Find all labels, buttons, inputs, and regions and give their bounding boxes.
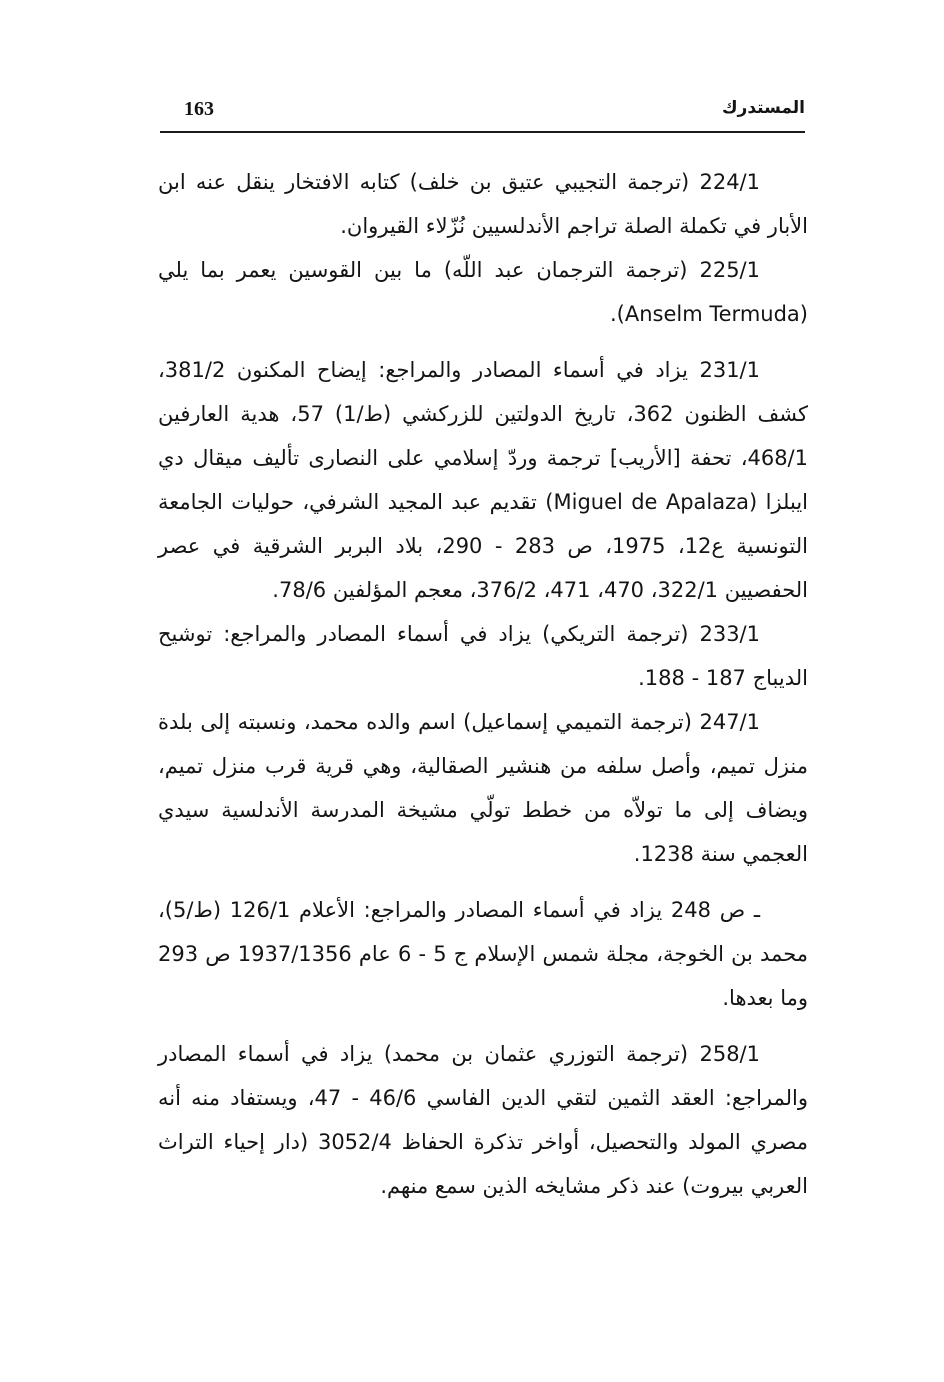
entry-231: 231/1 يزاد في أسماء المصادر والمراجع: إيضاح المكنون 381/2، كشف الظنون 362، تاريخ الدولتين للزركشي (ط/1) 57، هدية العارفين 468/1، تحفة [الأريب] ترجمة وردّ إسلامي على النصارى تأليف ميقال دي ايبلزا (Miguel de Apalaza) تقديم عبد المجيد الشرفي، حوليات الجامعة التونسية ع12، 1975، ص 283 - 290، بلاد البربر الشرقية في عصر الحفصيين 322/1، 470، 471، 376/2، معجم المؤلفين 78/6. bbox=[158, 358, 809, 602]
page-header bbox=[160, 96, 805, 132]
entry-233: 233/1 (ترجمة التريكي) يزاد في أسماء المصادر والمراجع: توشيح الديباج 187 - 188. bbox=[158, 622, 808, 690]
entry-224: 224/1 (ترجمة التجيبي عتيق بن خلف) كتابه الافتخار ينقل عنه ابن الأبار في تكملة الصلة تراجم الأندلسيين نُزّلاء القيروان. bbox=[158, 170, 808, 238]
entry-247: 247/1 (ترجمة التميمي إسماعيل) اسم والده محمد، ونسبته إلى بلدة منزل تميم، وأصل سلفه من هنشير الصقالية، وهي قرية قرب منزل تميم، ويضاف إلى ما تولاّه من خطط تولّي مشيخة المدرسة الأندلسية سيدي العجمي سنة 1238. bbox=[158, 710, 808, 866]
entry-258: 258/1 (ترجمة التوزري عثمان بن محمد) يزاد في أسماء المصادر والمراجع: العقد الثمين لتقي الدين الفاسي 46/6 - 47، ويستفاد منه أنه مصري المولد والتحصيل، أواخر تذكرة الحفاظ 3052/4 (دار إحياء التراث العربي بيروت) عند ذكر مشايخه الذين سمع منهم. bbox=[158, 1042, 809, 1198]
entry-248: ـ ص 248 يزاد في أسماء المصادر والمراجع: الأعلام 126/1 (ط/5)، محمد بن الخوجة، مجلة شمس الإسلام ج 5 - 6 عام 1937/1356 ص 293 وما بعدها. bbox=[158, 898, 809, 1010]
page-number: 163 bbox=[184, 98, 214, 120]
header-rule bbox=[160, 131, 805, 133]
body-text bbox=[158, 160, 808, 1208]
entry-225: 225/1 (ترجمة الترجمان عبد اللّه) ما بين القوسين يعمر بما يلي (Anselm Termuda). bbox=[158, 258, 808, 326]
running-title: المستدرك bbox=[721, 98, 805, 118]
